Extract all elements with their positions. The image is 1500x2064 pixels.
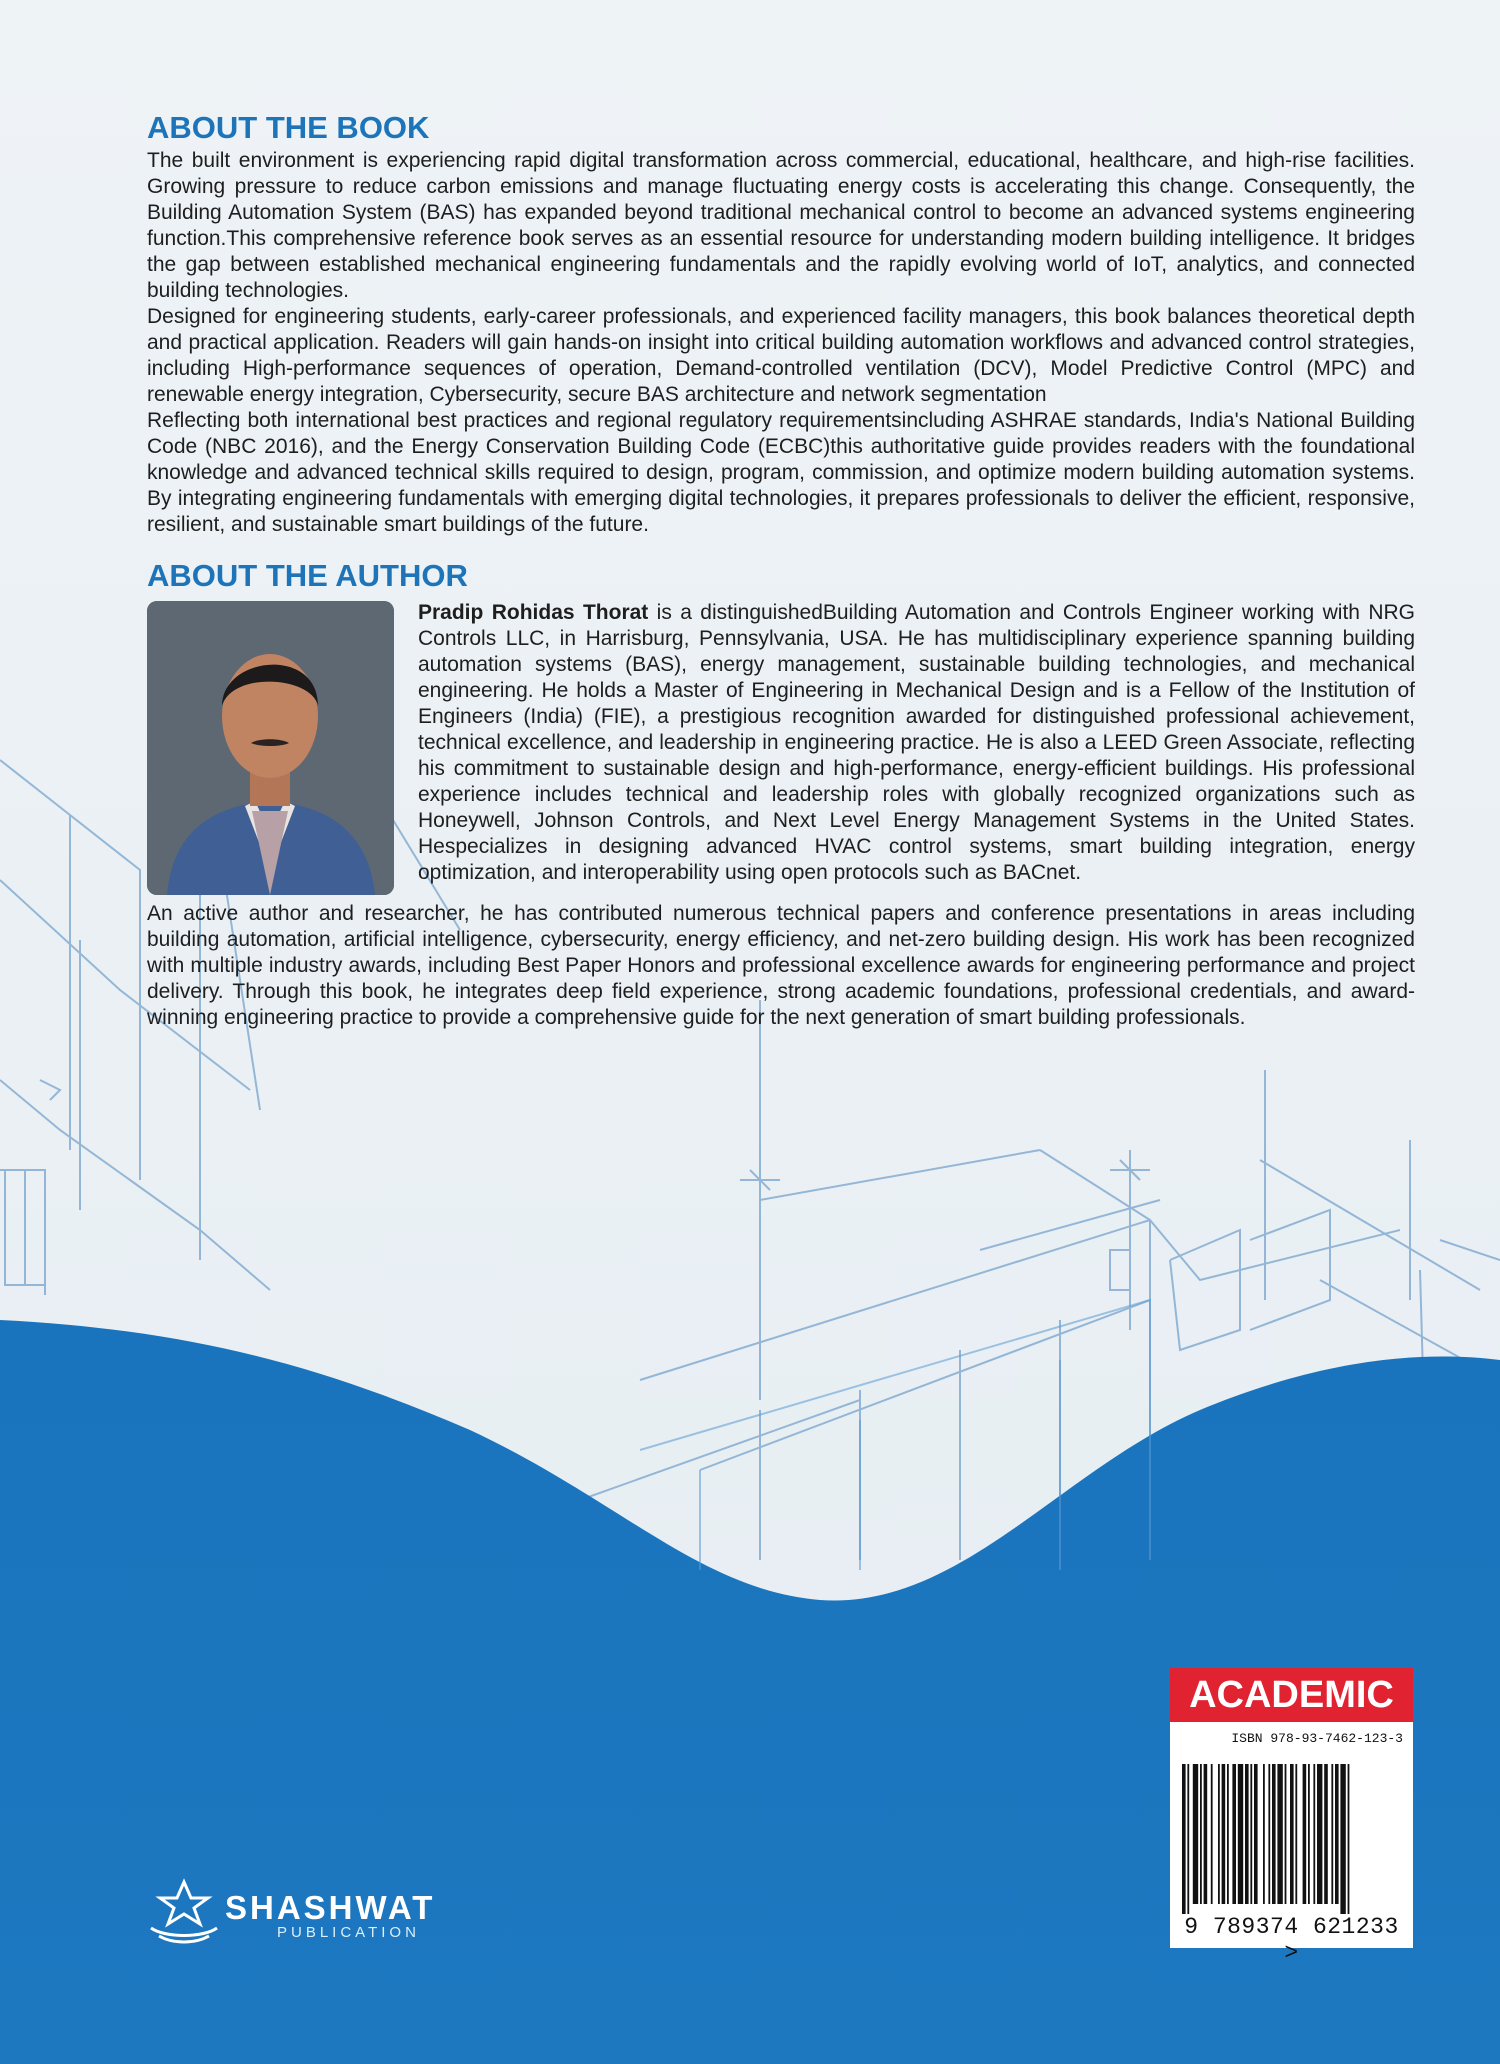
isbn-text: ISBN 978-93-7462-123-3 xyxy=(1231,1731,1403,1746)
barcode-bar xyxy=(1340,1764,1345,1914)
barcode-bar xyxy=(1348,1764,1350,1914)
author-paragraph-2: An active author and researcher, he has contributed numerous technical papers and conference presentations in areas including building automation, artificial intelligence, cybersecurity, energy efficiency, and net-zero building design. His work has been recognized with multiple industry awards, including Best Paper Honors and professional excellence awards for engineering performance and project delivery. Through this book, he integrates deep field experience, strong academic foundations, professional credentials, and award-winning engineering practice to provide a comprehensive guide for the next generation of smart building professionals. xyxy=(147,902,1415,1029)
barcode-bar xyxy=(1204,1764,1208,1904)
isbn-digits: 9 789374 621233 > xyxy=(1184,1914,1399,1966)
barcode-bar xyxy=(1268,1764,1270,1904)
barcode-bar xyxy=(1182,1764,1186,1914)
barcode-bar xyxy=(1303,1764,1307,1904)
barcode-bar xyxy=(1272,1764,1276,1904)
academic-label: ACADEMIC xyxy=(1170,1668,1413,1722)
barcode-bar xyxy=(1313,1764,1315,1904)
book-paragraph-2: Designed for engineering students, early-career professionals, and experienced facility managers, this book balances theoretical depth and practical application. Readers will gain hands-on insight into critical building automation workflows and advanced control strategies, including High-performance sequences of operation, Demand-controlled ventilation (DCV), Model Predictive Control (MPC) and renewable energy integration, Cybersecurity, secure BAS architecture and network segmentation xyxy=(147,305,1415,406)
barcode-bar xyxy=(1285,1764,1287,1904)
book-paragraph-3: Reflecting both international best practices and regional regulatory requirementsincluding ASHRAE standards, India's National Building Code (NBC 2016), and the Energy Conservation Building Code (ECBC)this authoritative guide provides readers with the foundational knowledge and advanced technical skills required to design, program, commission, and optimize modern building automation systems. By integrating engineering fundamentals with emerging digital technologies, it prepares professionals to deliver the efficient, responsive, resilient, and sustainable smart buildings of the future. xyxy=(147,409,1415,536)
barcode-bar xyxy=(1263,1764,1265,1904)
barcode-bar xyxy=(1238,1764,1243,1904)
lotus-icon xyxy=(145,1876,223,1946)
book-paragraph-1: The built environment is experiencing rapid digital transformation across commercial, educational, healthcare, and high-rise facilities. Growing pressure to reduce carbon emissions and manage fluctuating energy costs is accelerating this change. Consequently, the Building Automation System (BAS) has expanded beyond traditional mechanical control to become an advanced systems engineering function.This comprehensive reference book serves as an essential resource for understanding modern building intelligence. It bridges the gap between established mechanical engineering fundamentals and the rapidly evolving world of IoT, analytics, and connected building technologies. xyxy=(147,149,1415,302)
author-bio-text: is a distinguishedBuilding Automation and Controls Engineer working with NRG Controls LLC, in Harrisburg, Pennsylvania, USA. He has multidisciplinary experience spanning building automation systems (BAS), energy management, sustainable building technologies, and mechanical engineering. He holds a Master of Engineering in Mechanical Design and is a Fellow of the Institution of Engineers (India) (FIE), a prestigious recognition awarded for distinguished professional achievement, technical excellence, and leadership in engineering practice. He is also a LEED Green Associate, reflecting his commitment to sustainable design and high-performance, energy-efficient buildings. His professional experience includes technical and leadership roles with globally recognized organizations such as Honeywell, Johnson Controls, and Next Level Energy Management Systems in the United States. Hespecializes in designing advanced HVAC control systems, smart building integration, energy optimization, and interoperability using open protocols such as BACnet. xyxy=(418,601,1416,884)
barcode-bar xyxy=(1211,1764,1213,1904)
about-book-heading: ABOUT THE BOOK xyxy=(147,110,430,145)
barcode-bar xyxy=(1200,1764,1202,1904)
publisher-logo xyxy=(145,1876,465,1946)
author-photo xyxy=(147,601,394,895)
publisher-name: SHASHWAT xyxy=(225,1889,436,1926)
barcode-bar xyxy=(1222,1764,1226,1904)
barcode-bar xyxy=(1245,1764,1249,1904)
barcode-bar xyxy=(1187,1764,1189,1914)
barcode-bar xyxy=(1218,1764,1220,1904)
barcode-bar xyxy=(1254,1764,1258,1904)
barcode-bar xyxy=(1193,1764,1198,1904)
barcode-bar xyxy=(1290,1764,1294,1904)
author-section xyxy=(147,600,1415,1031)
isbn-badge xyxy=(1170,1668,1413,1966)
publisher-subtitle: PUBLICATION xyxy=(277,1924,420,1941)
about-author-heading: ABOUT THE AUTHOR xyxy=(147,558,468,593)
barcode-bar xyxy=(1324,1764,1328,1904)
author-name: Pradip Rohidas Thorat xyxy=(418,601,649,624)
cover-text xyxy=(147,108,1415,1031)
barcode-bar xyxy=(1227,1764,1229,1904)
barcode-bar xyxy=(1335,1764,1339,1904)
barcode-bar xyxy=(1250,1764,1252,1904)
barcode-bar xyxy=(1308,1764,1310,1904)
barcode-bar xyxy=(1277,1764,1282,1904)
barcode-bar xyxy=(1331,1764,1333,1904)
barcode xyxy=(1182,1764,1404,1914)
barcode-bar xyxy=(1295,1764,1297,1904)
barcode-bar xyxy=(1232,1764,1236,1904)
barcode-bar xyxy=(1317,1764,1322,1904)
